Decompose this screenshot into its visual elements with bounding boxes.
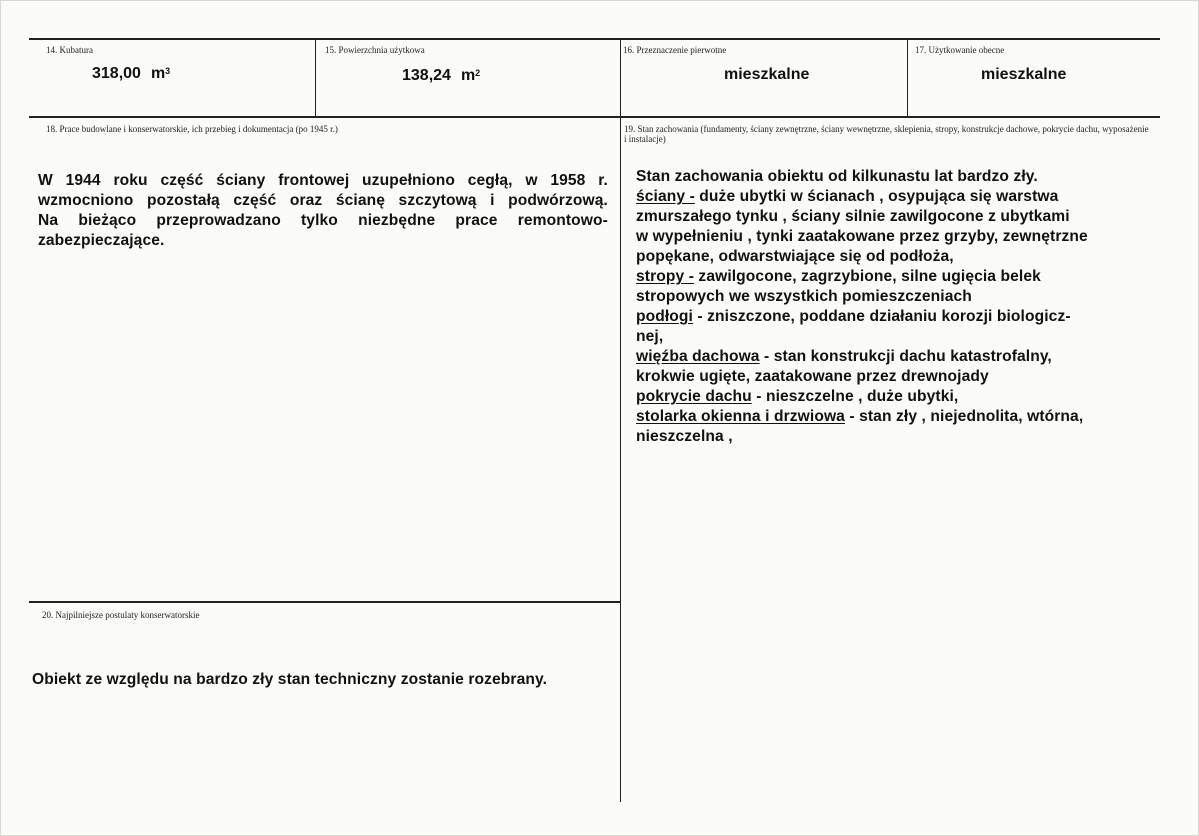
works-word: tylko [301, 212, 338, 229]
truss-term: więźba dachowa [636, 348, 760, 365]
ceilings-continuation: stropowych we wszystkich pomieszczeniach [636, 288, 972, 305]
condition-joinery [636, 407, 1126, 427]
works-word: r. [598, 172, 608, 189]
condition-roofing [636, 387, 1126, 407]
area-exponent: 2 [475, 68, 481, 78]
section-20-divider [29, 601, 621, 603]
walls-term: ściany - [636, 188, 695, 205]
works-word: 1944 [65, 172, 101, 189]
works-word: wzmocniono [38, 192, 134, 209]
walls-continuation-2: w wypełnieniu , tynki zaatakowane przez grzyby, zewnętrzne [636, 228, 1088, 245]
roofing-text: - nieszczelne , duże ubytki, [751, 388, 959, 405]
works-word: i [490, 192, 495, 209]
walls-continuation-3: popękane, odwarstwiające się od podłoża, [636, 248, 954, 265]
works-word: szczytową [398, 192, 477, 209]
works-word: Na [38, 212, 59, 229]
field-19-text [636, 167, 1126, 447]
volume-exponent: 3 [165, 66, 171, 76]
field-20-label: 20. Najpilniejsze postulaty konserwatorskie [42, 610, 200, 620]
field-15-label: 15. Powierzchnia użytkowa [325, 45, 425, 55]
field-17-label: 17. Użytkowanie obecne [915, 45, 1005, 55]
field-19-label: 19. Stan zachowania (fundamenty, ściany zewnętrzne, ściany wewnętrzne, sklepienia, stropy, konstrukcje dachowe, pokrycie dachu, wyposażenie i instalacje) [624, 124, 1149, 144]
condition-walls [636, 187, 1126, 207]
truss-continuation: krokwie ugięte, zaatakowane przez drewnojady [636, 368, 989, 385]
works-text-line: zabezpieczające. [38, 232, 165, 249]
works-word: część [160, 172, 204, 189]
joinery-text: - stan zły , niejednolita, wtórna, [844, 408, 1084, 425]
ceilings-term: stropy - [636, 268, 694, 285]
works-word: frontowej [278, 172, 350, 189]
condition-intro: Stan zachowania obiektu od kilkunastu lat bardzo zły. [636, 168, 1038, 185]
condition-ceilings [636, 267, 1126, 287]
works-word: roku [113, 172, 148, 189]
field-20-text: Obiekt ze względu na bardzo zły stan techniczny zostanie rozebrany. [32, 671, 548, 688]
field-18-label: 18. Prace budowlane i konserwatorskie, ich przebieg i dokumentacja (po 1945 r.) [46, 124, 338, 134]
floors-text: - zniszczone, poddane działaniu korozji biologicz- [693, 308, 1071, 325]
field-18-text [38, 171, 608, 251]
field-14-label: 14. Kubatura [46, 45, 93, 55]
works-word: 1958 [550, 172, 586, 189]
walls-continuation-1: zmurszałego tynku , ściany silnie zawilgocone z ubytkami [636, 208, 1070, 225]
works-word: uzupełniono [362, 172, 455, 189]
area-unit: m [460, 67, 476, 84]
works-word: podwórzową. [508, 192, 608, 209]
works-word: w [525, 172, 538, 189]
column-divider-3 [907, 38, 908, 117]
works-text-line [38, 191, 608, 211]
works-word: ścianę [335, 192, 386, 209]
works-word: część [233, 192, 277, 209]
volume-unit: m [150, 65, 166, 82]
joinery-continuation: nieszczelna , [636, 428, 733, 445]
field-17-value: mieszkalne [981, 66, 1067, 83]
works-word: przeprowadzano [156, 212, 281, 229]
field-15-value [402, 67, 480, 85]
condition-truss [636, 347, 1126, 367]
top-rule [29, 38, 1160, 40]
ceilings-text: zawilgocone, zagrzybione, silne ugięcia belek [693, 268, 1041, 285]
floors-continuation: nej, [636, 328, 664, 345]
works-word: ściany [216, 172, 266, 189]
area-number: 138,24 [402, 67, 451, 84]
works-text-line [38, 171, 608, 191]
column-divider-1 [315, 38, 316, 117]
works-word: cegłą, [467, 172, 513, 189]
works-word: oraz [289, 192, 323, 209]
works-word: W [38, 172, 53, 189]
row-divider [29, 116, 1160, 118]
works-word: prace [455, 212, 498, 229]
truss-text: - stan konstrukcji dachu katastrofalny, [759, 348, 1052, 365]
field-16-value: mieszkalne [724, 66, 810, 83]
joinery-term: stolarka okienna i drzwiowa [636, 408, 845, 425]
floors-term: podłogi [636, 308, 693, 325]
column-divider-2 [620, 38, 621, 802]
walls-text: duże ubytki w ścianach , osypująca się warstwa [694, 188, 1059, 205]
condition-floors [636, 307, 1126, 327]
roofing-term: pokrycie dachu [636, 388, 752, 405]
field-16-label: 16. Przeznaczenie pierwotne [623, 45, 727, 55]
works-word: pozostałą [146, 192, 220, 209]
works-word: remontowo- [517, 212, 608, 229]
works-text-line [38, 211, 608, 231]
works-word: niezbędne [358, 212, 436, 229]
volume-number: 318,00 [92, 65, 141, 82]
field-14-value [92, 65, 170, 83]
works-word: bieżąco [78, 212, 137, 229]
